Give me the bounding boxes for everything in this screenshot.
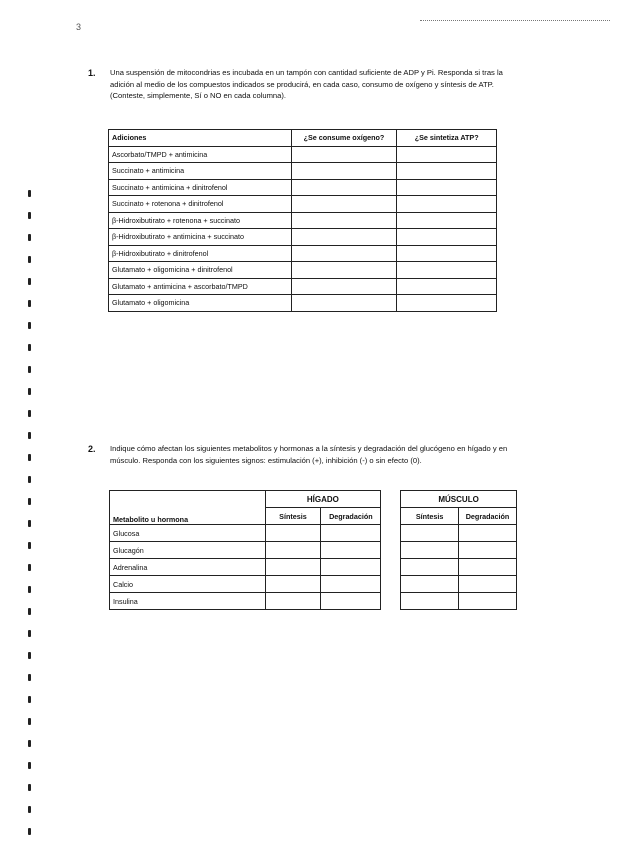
row-label: Succinato + rotenona + dinitrofenol [109,196,292,213]
column-gap [381,525,401,542]
atp-cell[interactable] [397,163,497,180]
answer-cell[interactable] [401,542,459,559]
binding-mark [28,608,31,615]
row-label: β-Hidroxibutirato + antimicina + succinato [109,229,292,246]
binding-marks [26,190,38,840]
oxygen-cell[interactable] [291,229,397,246]
row-label: Glucosa [110,525,266,542]
table-row [109,146,497,163]
table-row [110,576,517,593]
atp-cell[interactable] [397,295,497,312]
table-row [109,245,497,262]
table-header-row [109,130,497,147]
table-row [110,525,517,542]
row-label: Ascorbato/TMPD + antimicina [109,146,292,163]
table-row [109,212,497,229]
binding-mark [28,586,31,593]
row-label: β-Hidroxibutirato + dinitrofenol [109,245,292,262]
oxygen-cell[interactable] [291,179,397,196]
answer-cell[interactable] [321,525,381,542]
header-musculo-degradacion: Degradación [459,508,517,525]
binding-mark [28,300,31,307]
binding-mark [28,498,31,505]
binding-mark [28,366,31,373]
binding-mark [28,630,31,637]
header-oxigeno: ¿Se consume oxígeno? [291,130,397,147]
glycogen-table [109,490,517,610]
question-1-number: 1. [88,68,96,78]
binding-mark [28,652,31,659]
binding-mark [28,762,31,769]
question-2-line-2: músculo. Responda con los siguientes signos: estimulación (+), inhibición (-) o sin efecto (0). [110,455,422,465]
atp-cell[interactable] [397,146,497,163]
oxygen-cell[interactable] [291,278,397,295]
row-label: Glucagón [110,542,266,559]
binding-mark [28,432,31,439]
row-label: Succinato + antimicina + dinitrofenol [109,179,292,196]
table-row [109,295,497,312]
answer-cell[interactable] [401,576,459,593]
binding-mark [28,718,31,725]
oxygen-cell[interactable] [291,196,397,213]
binding-mark [28,322,31,329]
question-1-line-2: adición al medio de los compuestos indicados se producirá, en cada caso, consumo de oxígeno y síntesis de ATP. [110,79,494,89]
oxygen-cell[interactable] [291,262,397,279]
binding-mark [28,344,31,351]
question-1-line-1: Una suspensión de mitocondrias es incubada en un tampón con cantidad suficiente de ADP y Pi. Responda si tras la [110,68,503,77]
row-label: Glutamato + oligomicina [109,295,292,312]
binding-mark [28,278,31,285]
row-label: Adrenalina [110,559,266,576]
table-row [109,196,497,213]
binding-mark [28,190,31,197]
binding-mark [28,740,31,747]
answer-cell[interactable] [265,525,321,542]
answer-cell[interactable] [321,576,381,593]
binding-mark [28,234,31,241]
atp-cell[interactable] [397,278,497,295]
column-gap [381,576,401,593]
answer-cell[interactable] [459,525,517,542]
binding-mark [28,520,31,527]
answer-cell[interactable] [459,593,517,610]
header-higado-sintesis: Síntesis [265,508,321,525]
header-adiciones: Adiciones [109,130,292,147]
header-higado: HÍGADO [265,491,381,508]
table-row [109,278,497,295]
atp-cell[interactable] [397,196,497,213]
answer-cell[interactable] [459,542,517,559]
answer-cell[interactable] [459,576,517,593]
answer-cell[interactable] [265,559,321,576]
answer-cell[interactable] [459,559,517,576]
column-gap [381,542,401,559]
oxygen-cell[interactable] [291,245,397,262]
mitochondria-table [108,129,497,312]
answer-cell[interactable] [321,559,381,576]
table-row [110,542,517,559]
binding-mark [28,696,31,703]
row-header: Metabolito u hormona [110,491,266,525]
question-2-text [110,443,550,466]
oxygen-cell[interactable] [291,212,397,229]
binding-mark [28,564,31,571]
oxygen-cell[interactable] [291,146,397,163]
binding-mark [28,806,31,813]
header-atp: ¿Se sintetiza ATP? [397,130,497,147]
table-row [109,262,497,279]
binding-mark [28,784,31,791]
answer-cell[interactable] [321,593,381,610]
header-higado-degradacion: Degradación [321,508,381,525]
oxygen-cell[interactable] [291,163,397,180]
answer-cell[interactable] [265,542,321,559]
answer-cell[interactable] [265,576,321,593]
question-1-line-3: (Conteste, simplemente, Sí o NO en cada columna). [110,91,287,100]
binding-mark [28,410,31,417]
binding-mark [28,828,31,835]
binding-mark [28,388,31,395]
binding-mark [28,476,31,483]
group-header-row [110,491,517,508]
binding-mark [28,256,31,263]
row-label: Insulina [110,593,266,610]
binding-mark [28,212,31,219]
binding-mark [28,542,31,549]
answer-cell[interactable] [265,593,321,610]
column-gap [381,491,401,508]
atp-cell[interactable] [397,229,497,246]
binding-mark [28,454,31,461]
table-row [109,179,497,196]
table-row [109,229,497,246]
row-label: Glutamato + antimicina + ascorbato/TMPD [109,278,292,295]
column-gap [381,593,401,610]
header-musculo-sintesis: Síntesis [401,508,459,525]
answer-cell[interactable] [401,559,459,576]
scan-dotted-line [420,20,610,21]
corner-mark: 3 [76,22,82,32]
table-row [109,163,497,180]
atp-cell[interactable] [397,179,497,196]
answer-cell[interactable] [401,525,459,542]
binding-mark [28,674,31,681]
row-label: β-Hidroxibutirato + rotenona + succinato [109,212,292,229]
column-gap [381,508,401,525]
column-gap [381,559,401,576]
question-2-number: 2. [88,444,96,454]
question-2-line-1: Indique cómo afectan los siguientes metabolitos y hormonas a la síntesis y degradación del glucógeno en hígado y en [110,444,508,453]
table-row [110,559,517,576]
table-row [110,593,517,610]
atp-cell[interactable] [397,212,497,229]
oxygen-cell[interactable] [291,295,397,312]
atp-cell[interactable] [397,245,497,262]
answer-cell[interactable] [321,542,381,559]
atp-cell[interactable] [397,262,497,279]
row-label: Glutamato + oligomicina + dinitrofenol [109,262,292,279]
row-label: Calcio [110,576,266,593]
header-musculo: MÚSCULO [401,491,517,508]
question-1-text [110,67,550,102]
row-label: Succinato + antimicina [109,163,292,180]
answer-cell[interactable] [401,593,459,610]
